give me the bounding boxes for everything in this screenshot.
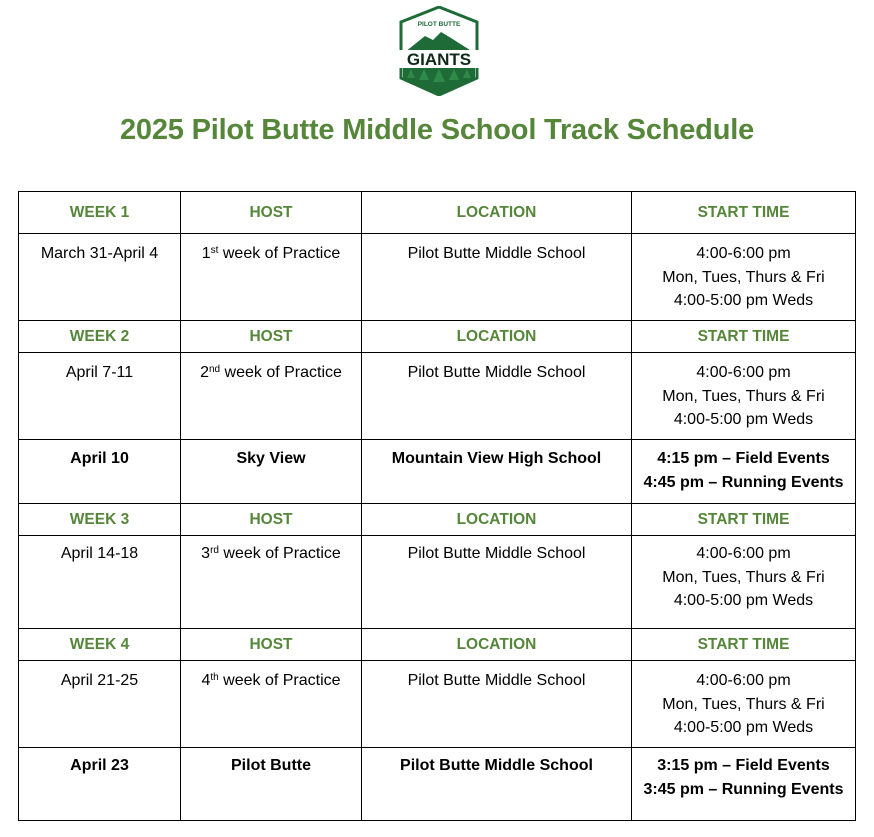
week-header-row <box>19 321 856 353</box>
host-header: HOST <box>181 629 362 661</box>
host-header: HOST <box>181 192 362 234</box>
practice-host <box>181 536 362 629</box>
location-header: LOCATION <box>362 629 632 661</box>
location-header: LOCATION <box>362 504 632 536</box>
time-line: Mon, Tues, Thurs & Fri <box>662 387 825 405</box>
time-line: 4:00-6:00 pm <box>696 672 791 689</box>
location-header: LOCATION <box>362 321 632 353</box>
time-line: 3:15 pm – Field Events <box>657 757 830 774</box>
meet-row <box>19 440 856 504</box>
host-suffix: week of Practice <box>218 545 341 562</box>
ordinal-number: 3 <box>201 545 211 562</box>
meet-host: Pilot Butte <box>181 748 362 821</box>
ordinal-number: 4 <box>201 672 211 689</box>
logo-top-text: PILOT BUTTE <box>417 21 461 28</box>
start-time-header: START TIME <box>632 192 856 234</box>
week-label: WEEK 3 <box>19 504 181 536</box>
time-line: 4:00-5:00 pm Weds <box>673 411 814 428</box>
host-header: HOST <box>181 504 362 536</box>
practice-host <box>181 234 362 321</box>
week-label: WEEK 4 <box>19 629 181 661</box>
practice-dates: April 21-25 <box>19 661 181 748</box>
meet-host: Sky View <box>181 440 362 504</box>
practice-dates: March 31-April 4 <box>19 234 181 321</box>
time-line: 4:45 pm – Running Events <box>643 473 844 491</box>
meet-row <box>19 748 856 821</box>
ordinal-number: 1 <box>201 245 211 262</box>
school-logo <box>389 6 489 96</box>
time-line: 4:15 pm – Field Events <box>657 450 830 467</box>
meet-location: Mountain View High School <box>362 440 632 504</box>
ordinal-suffix: nd <box>208 364 221 375</box>
practice-row <box>19 536 856 629</box>
week-header-row <box>19 629 856 661</box>
practice-dates: April 14-18 <box>19 536 181 629</box>
time-line: 4:00-5:00 pm Weds <box>673 592 814 609</box>
ordinal-suffix: th <box>210 672 219 683</box>
time-line: Mon, Tues, Thurs & Fri <box>662 695 825 713</box>
start-time-header: START TIME <box>632 321 856 353</box>
time-line: 4:00-6:00 pm <box>696 245 791 262</box>
time-line: 4:00-6:00 pm <box>696 545 791 562</box>
ordinal-suffix: st <box>210 245 219 256</box>
practice-dates: April 7-11 <box>19 353 181 440</box>
practice-host <box>181 661 362 748</box>
practice-location: Pilot Butte Middle School <box>362 661 632 748</box>
ordinal-suffix: rd <box>210 545 219 556</box>
giants-logo-icon <box>389 6 489 96</box>
practice-times <box>632 661 856 748</box>
practice-location: Pilot Butte Middle School <box>362 536 632 629</box>
time-line: 3:45 pm – Running Events <box>643 780 844 798</box>
host-suffix: week of Practice <box>218 245 341 262</box>
practice-row <box>19 234 856 321</box>
practice-row <box>19 353 856 440</box>
meet-times <box>632 748 856 821</box>
meet-times <box>632 440 856 504</box>
time-line: Mon, Tues, Thurs & Fri <box>662 568 825 586</box>
meet-date: April 10 <box>19 440 181 504</box>
week-label: WEEK 2 <box>19 321 181 353</box>
practice-host <box>181 353 362 440</box>
time-line: 4:00-5:00 pm Weds <box>673 719 814 736</box>
page-title: 2025 Pilot Butte Middle School Track Schedule <box>120 114 754 146</box>
meet-date: April 23 <box>19 748 181 821</box>
practice-row <box>19 661 856 748</box>
logo-main-text: GIANTS <box>406 50 472 69</box>
start-time-header: START TIME <box>632 504 856 536</box>
week-label: WEEK 1 <box>19 192 181 234</box>
ordinal-number: 2 <box>200 364 209 381</box>
host-suffix: week of Practice <box>218 672 341 689</box>
location-header: LOCATION <box>362 192 632 234</box>
host-header: HOST <box>181 321 362 353</box>
schedule-table <box>18 191 856 821</box>
practice-location: Pilot Butte Middle School <box>362 234 632 321</box>
practice-times <box>632 234 856 321</box>
time-line: 4:00-6:00 pm <box>696 364 791 381</box>
host-suffix: week of Practice <box>220 364 342 381</box>
time-line: 4:00-5:00 pm Weds <box>673 292 814 309</box>
practice-times <box>632 353 856 440</box>
meet-location: Pilot Butte Middle School <box>362 748 632 821</box>
practice-location: Pilot Butte Middle School <box>362 353 632 440</box>
start-time-header: START TIME <box>632 629 856 661</box>
practice-times <box>632 536 856 629</box>
time-line: Mon, Tues, Thurs & Fri <box>662 268 825 286</box>
week-header-row <box>19 504 856 536</box>
week-header-row <box>19 192 856 234</box>
